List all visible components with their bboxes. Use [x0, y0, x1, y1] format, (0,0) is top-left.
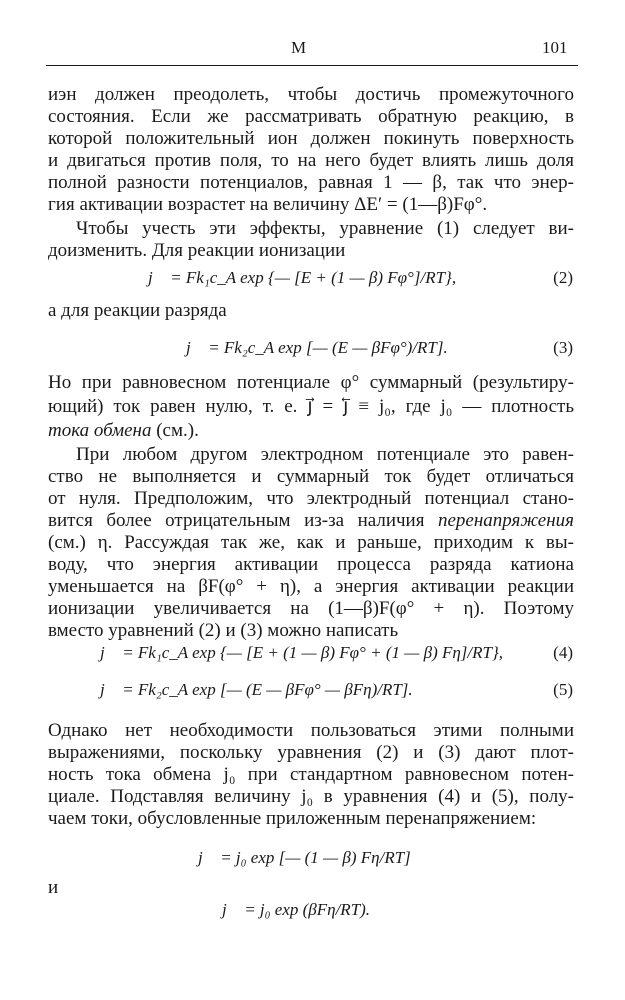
- text-line: Но при равновесном потенциале φ° суммарный (результиру-: [48, 372, 574, 393]
- text-line: выражениями, поскольку уравнения (2) и (3) дают плот-: [48, 742, 574, 763]
- text-line: ионизации увеличивается на (1—β)F(φ° + η). Поэтому: [48, 598, 574, 619]
- header-rule: [46, 65, 578, 66]
- equation-number-2: (2): [553, 268, 573, 287]
- equation-5: j⃖ = Fk₂c_A exp [— (E — βFφ° — βFη)/RT].: [100, 680, 413, 699]
- text-line: которой положительный ион должен покинуть поверхность: [48, 128, 574, 149]
- equation-6: j⃗ = j₀ exp [— (1 — β) Fη/RT]: [198, 848, 411, 867]
- text-line: ность тока обмена j₀ при стандартном равновесном потен-: [48, 764, 574, 785]
- equation-3: j⃖ = Fk₂c_A exp [— (E — βFφ°)/RT].: [186, 338, 448, 357]
- equation-2: j⃗ = Fk₁c_A exp {— [E + (1 — β) Fφ°]/RT},: [148, 268, 457, 287]
- text-line: от нуля. Предположим, что электродный потенциал стано-: [48, 488, 574, 509]
- term-exchange-current: тока обмена: [48, 420, 152, 441]
- running-title: М: [291, 38, 307, 57]
- text-line: уменьшается на βF(φ° + η), а энергия активации реакции: [48, 576, 574, 597]
- text-line: циале. Подставляя величину j₀ в уравнения (4) и (5), полу-: [48, 786, 574, 807]
- text-line: ющий) ток равен нулю, т. е. j⃗ = j⃖ ≡ j₀, где j₀ — плотность: [48, 396, 574, 417]
- text-line: полной разности потенциалов, равная 1 — β, так что энер-: [48, 172, 574, 193]
- text-fragment: вится более отрицательным из-за наличия: [48, 510, 438, 531]
- equation-number-5: (5): [553, 680, 573, 699]
- see-reference: (см.).: [151, 420, 199, 441]
- text-line: [48, 420, 574, 442]
- term-overvoltage: перенапряжения: [438, 510, 574, 531]
- text-line: иэн должен преодолеть, чтобы достичь промежуточного: [48, 84, 574, 105]
- text-line: ство не выполняется и суммарный ток будет отличаться: [48, 466, 574, 487]
- text-line: Чтобы учесть эти эффекты, уравнение (1) следует ви-: [76, 218, 574, 239]
- text-line: воду, что энергия активации процесса разряда катиона: [48, 554, 574, 575]
- text-line: состояния. Если же рассматривать обратную реакцию, в: [48, 106, 574, 127]
- text-line: (см.) η. Рассуждая так же, как и раньше, приходим к вы-: [48, 532, 574, 553]
- text-line: [48, 510, 574, 532]
- equation-number-3: (3): [553, 338, 573, 357]
- text-line: вместо уравнений (2) и (3) можно написать: [48, 620, 399, 641]
- page-number: 101: [542, 38, 568, 57]
- text-line: и: [48, 877, 59, 898]
- text-line: Однако нет необходимости пользоваться этими полными: [48, 720, 574, 741]
- equation-4: j⃗ = Fk₁c_A exp {— [E + (1 — β) Fφ° + (1 — β) Fη]/RT},: [100, 643, 504, 662]
- text-line: доизменить. Для реакции ионизации: [48, 240, 346, 261]
- text-line: и двигаться против поля, то на него будет влиять лишь доля: [48, 150, 574, 171]
- text-line: гия активации возрастет на величину ΔE′ = (1—β)Fφ°.: [48, 194, 488, 215]
- text-line: а для реакции разряда: [48, 300, 227, 321]
- text-line: чаем токи, обусловленные приложенным перенапряжением:: [48, 808, 537, 829]
- equation-number-4: (4): [553, 643, 573, 662]
- text-line: При любом другом электродном потенциале это равен-: [76, 444, 574, 465]
- equation-7: j⃖ = j₀ exp (βFη/RT).: [222, 900, 371, 919]
